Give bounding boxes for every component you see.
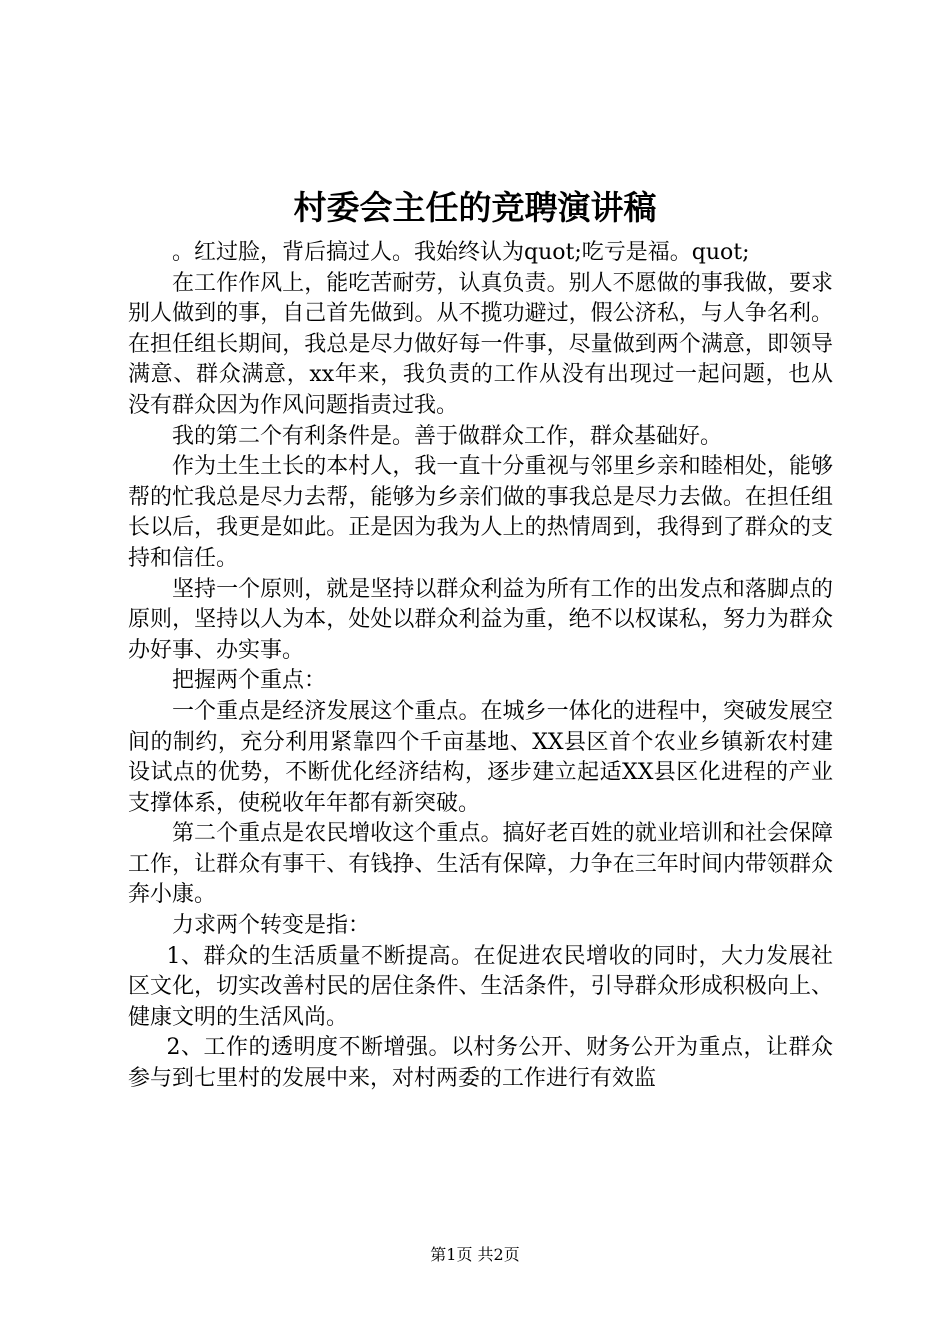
paragraph: 第二个重点是农民增收这个重点。搞好老百姓的就业培训和社会保障工作，让群众有事干、有钱挣、生活有保障，力争在三年时间内带领群众奔小康。 bbox=[128, 821, 833, 908]
paragraph: 把握两个重点： bbox=[172, 668, 327, 694]
document-title: 村委会主任的竞聘演讲稿 bbox=[293, 188, 657, 227]
paragraph: 作为土生土长的本村人，我一直十分重视与邻里乡亲和睦相处，能够帮的忙我总是尽力去帮，能够为乡亲们做的事我总是尽力去做。在担任组长以后，我更是如此。正是因为我为人上的热情周到，我得到了群众的支持和信任。 bbox=[128, 454, 833, 571]
paragraph: 我的第二个有利条件是。善于做群众工作，群众基础好。 bbox=[172, 423, 723, 449]
paragraph: 2、工作的透明度不断增强。以村务公开、财务公开为重点，让群众参与到七里村的发展中来，对村两委的工作进行有效监 bbox=[128, 1035, 833, 1092]
paragraph: 在工作作风上，能吃苦耐劳，认真负责。别人不愿做的事我做，要求别人做到的事，自己首先做到。从不揽功避过，假公济私，与人争名利。在担任组长期间，我总是尽力做好每一件事，尽量做到两个满意，即领导满意、群众满意，xx年来，我负责的工作从没有出现过一起问题，也从没有群众因为作风问题指责过我。 bbox=[128, 270, 833, 418]
page-number: 第1页 共2页 bbox=[430, 1245, 520, 1264]
paragraph: 1、群众的生活质量不断提高。在促进农民增收的同时，大力发展社区文化，切实改善村民的居住条件、生活条件，引导群众形成积极向上、健康文明的生活风尚。 bbox=[128, 943, 833, 1030]
paragraph: 力求两个转变是指： bbox=[172, 913, 371, 939]
paragraph: 一个重点是经济发展这个重点。在城乡一体化的进程中，突破发展空间的制约，充分利用紧靠四个千亩基地、XX县区首个农业乡镇新农村建设试点的优势，不断优化经济结构，逐步建立起适XX县区化进程的产业支撑体系，使税收年年都有新突破。 bbox=[128, 698, 833, 816]
document-body bbox=[128, 238, 833, 1095]
paragraph: 坚持一个原则，就是坚持以群众利益为所有工作的出发点和落脚点的原则，坚持以人为本，处处以群众利益为重，绝不以权谋私，努力为群众办好事、办实事。 bbox=[128, 576, 833, 663]
paragraph: 。红过脸，背后搞过人。我始终认为quot;吃亏是福。quot; bbox=[172, 240, 750, 265]
